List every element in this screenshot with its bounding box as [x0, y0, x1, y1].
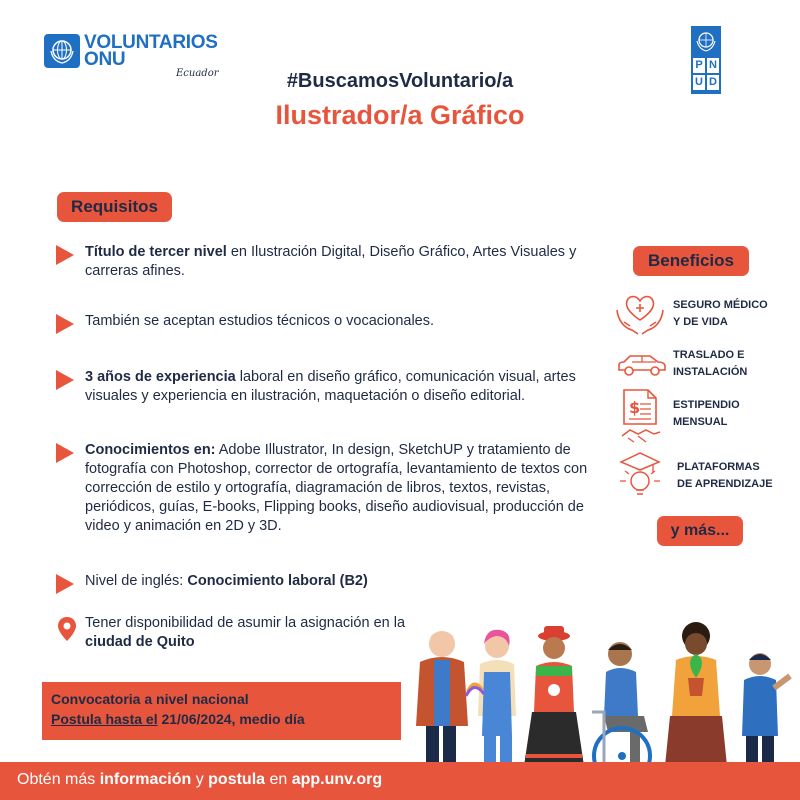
requirement-item — [52, 441, 592, 536]
location-pin-icon — [57, 616, 77, 648]
volunteer-figure-woman-traditional — [524, 626, 584, 784]
un-emblem-icon — [694, 29, 718, 53]
hashtag: #BuscamosVoluntario/a — [286, 70, 514, 92]
benefit-label: PLATAFORMAS DE APRENDIZAJE — [677, 461, 773, 490]
requirement-item — [52, 614, 432, 652]
requirement-bold: ciudad de Quito — [85, 634, 195, 650]
requirement-text: También se aceptan estudios técnicos o vocacionales. — [85, 313, 435, 329]
health-hands-icon — [614, 290, 666, 341]
website-link[interactable]: app.unv.org — [291, 771, 383, 788]
requirement-bold: Título de tercer nivel — [85, 244, 227, 260]
un-emblem-icon — [44, 34, 80, 68]
requisitos-badge: Requisitos — [57, 192, 172, 222]
arrow-bullet-icon — [56, 314, 74, 334]
pnud-letter: U — [693, 75, 705, 90]
benefit-label: SEGURO MÉDICO Y DE VIDA — [673, 299, 768, 328]
svg-text:$: $ — [629, 398, 641, 417]
benefit-label: TRASLADO E INSTALACIÓN — [673, 349, 748, 378]
convocatoria-deadline — [51, 709, 392, 729]
requirement-text: laboral en diseño gráfico, comunicación visual, artes visuales y experiencia en ilustración, maquetación o diseño editorial. — [85, 369, 576, 404]
arrow-bullet-icon — [56, 370, 74, 390]
pnud-letter: D — [707, 75, 719, 90]
requirement-item — [52, 572, 592, 591]
requirement-bold: 3 años de experiencia — [85, 369, 236, 385]
convocatoria-box — [42, 682, 401, 740]
convocatoria-scope: Convocatoria a nivel nacional — [51, 691, 249, 707]
footer-cta: Obtén más información y postula en app.unv.org — [17, 771, 383, 788]
requirement-item — [52, 243, 592, 281]
arrow-bullet-icon — [56, 574, 74, 594]
money-document-icon — [620, 388, 662, 451]
requirement-bold: Conocimiento laboral (B2) — [187, 573, 368, 589]
requirement-text: en Ilustración Digital, Diseño Gráfico, Artes Visuales y carreras afines. — [85, 244, 577, 279]
requirement-item — [52, 368, 592, 406]
footer-bar — [0, 762, 800, 800]
page-title: Ilustrador/a Gráfico — [275, 100, 525, 130]
deadline-label: Postula hasta el — [51, 711, 158, 727]
deadline-date: 21/06/2024, medio día — [157, 711, 305, 727]
benefit-label: ESTIPENDIO MENSUAL — [673, 399, 740, 428]
requirement-text: Tener disponibilidad de asumir la asignación en la — [85, 615, 406, 631]
requirement-text: Nivel de inglés: — [85, 573, 188, 589]
arrow-bullet-icon — [56, 245, 74, 265]
pnud-letter: N — [707, 58, 719, 73]
pnud-letter: P — [693, 58, 705, 73]
arrow-bullet-icon — [56, 443, 74, 463]
y-mas-badge: y más... — [657, 516, 743, 546]
requirement-bold: Conocimientos en: — [85, 442, 216, 458]
car-icon — [616, 352, 668, 383]
unv-logo-country: Ecuador — [176, 68, 219, 79]
beneficios-badge: Beneficios — [633, 246, 749, 276]
graduation-bulb-icon — [617, 451, 663, 504]
unv-logo-text: VOLUNTARIOS ONU — [84, 32, 218, 70]
requirement-item — [52, 312, 592, 331]
requirement-text: Adobe Illustrator, In design, SketchUP y tratamiento de fotografía con Photoshop, corrector de ortografía, levantamiento de textos con corrección de estilo y ortografía, diagramación de libros, textos, revistas, periódicos, guías, E-books, Flipping books, diseño audiovisual, producción de video y animación en 2D y 3D. — [85, 442, 588, 534]
